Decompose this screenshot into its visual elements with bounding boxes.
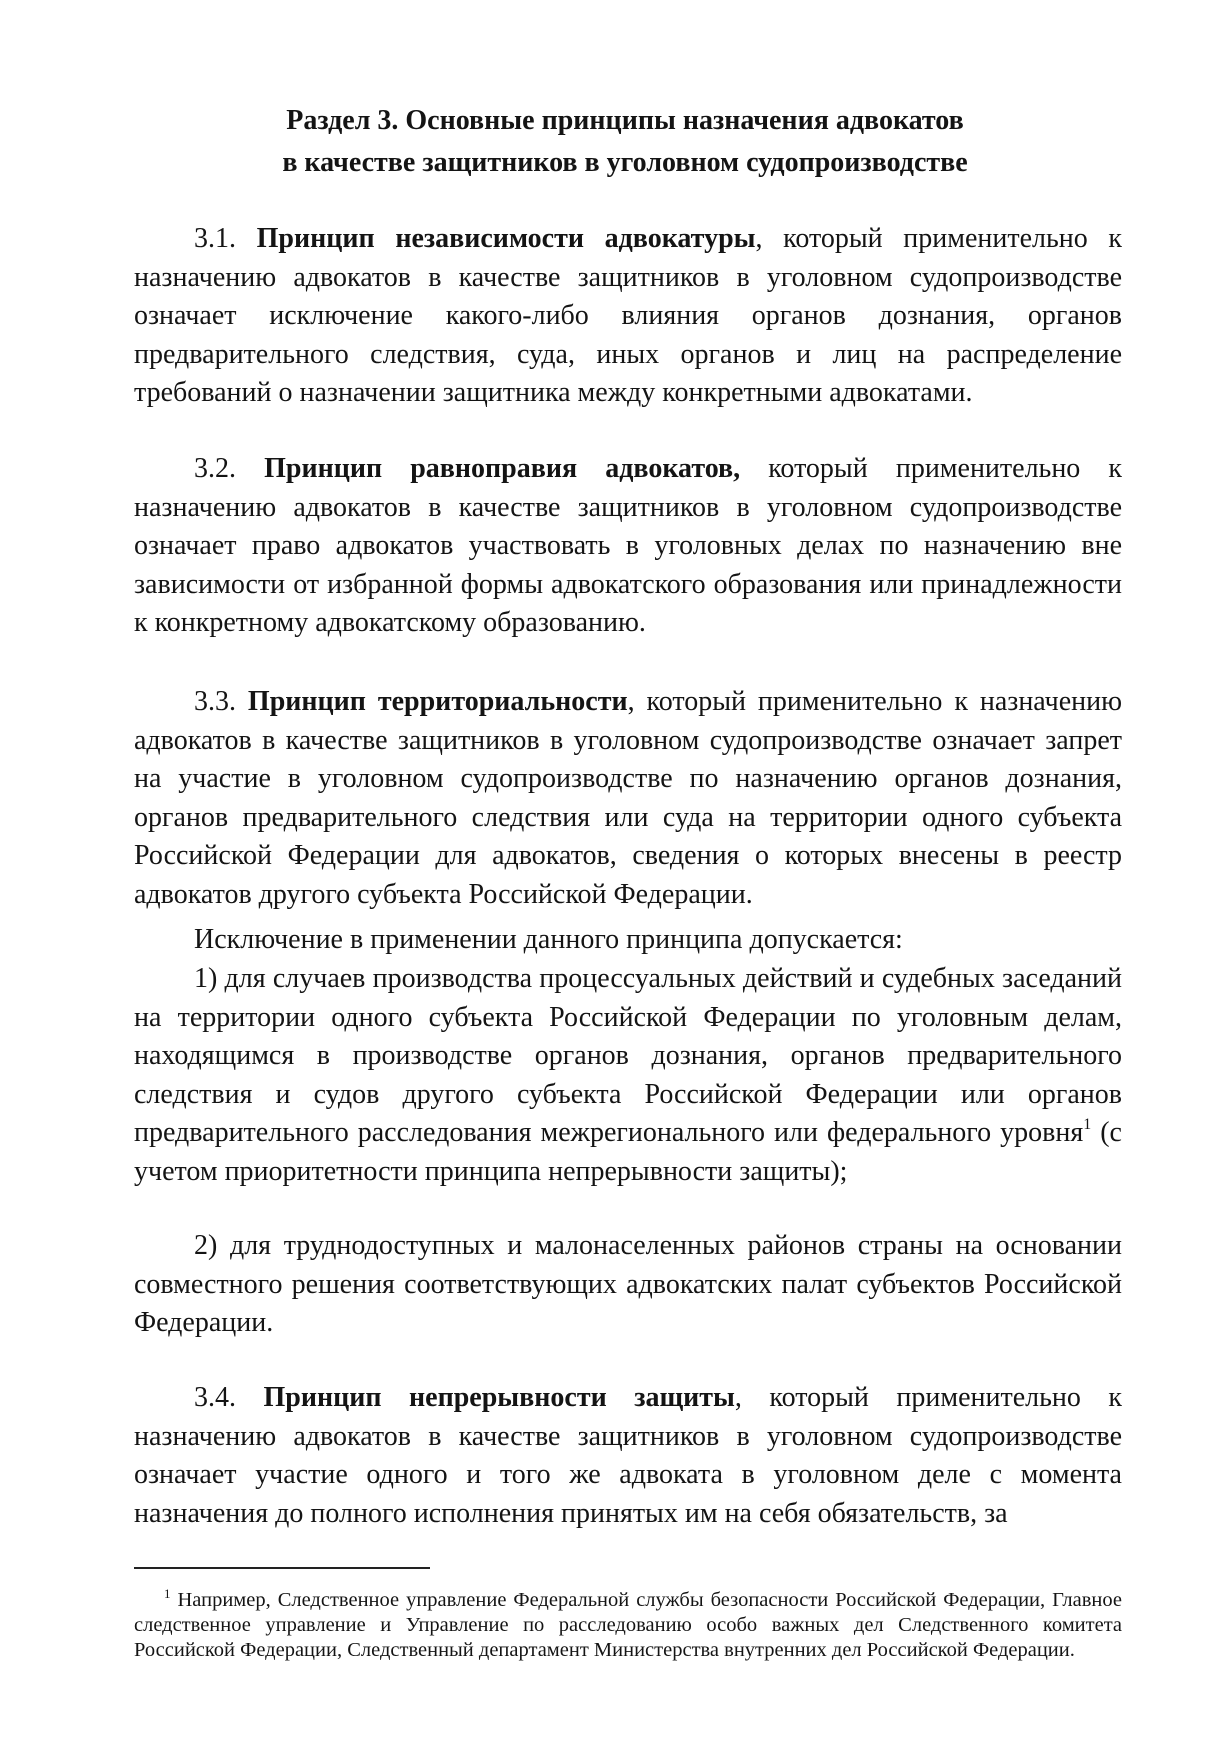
paragraph-text: , который применительно к назначению адвокатов в качестве защитников в уголовном судопроизводстве означает запрет на участие в уголовном судопроизводстве по назначению органов дознания, органов предварительного следствия или суда на территории одного субъекта Российской Федерации для адвокатов, сведения о которых внесены в реестр адвокатов другого субъекта Российской Федерации. bbox=[134, 686, 1123, 910]
footnote bbox=[134, 1588, 1122, 1663]
paragraph-text: который применительно к назначению адвокатов в качестве защитников в уголовном судопроизводстве означает право адвокатов участвовать в уголовных делах по назначению вне зависимости от избранной формы адвокатского образования или принадлежности к конкретному адвокатскому образованию. bbox=[134, 453, 1123, 638]
footnote-text: Например, Следственное управление Федеральной службы безопасности Российской Федерации, Главное следственное управление и Управление по расследованию особо важных дел Следственного комитета Российской Федерации, Следственный департамент Министерства внутренних дел Российской Федерации. bbox=[134, 1589, 1122, 1661]
exception-intro: Исключение в применении данного принципа допускается: bbox=[194, 924, 903, 955]
paragraph-text: , который применительно к назначению адвокатов в качестве защитников в уголовном судопроизводстве означает исключение какого-либо влияния органов дознания, органов предварительного следствия, суда, иных органов и лиц на распределение требований о назначении защитника между конкретными адвокатами. bbox=[134, 223, 1123, 408]
paragraph-3-3 bbox=[134, 683, 1122, 914]
exception-item-2: 2) для труднодоступных и малонаселенных районов страны на основании совместного решения соответствующих адвокатских палат субъектов Российской Федерации. bbox=[134, 1230, 1122, 1338]
paragraph-3-2 bbox=[134, 450, 1122, 643]
section-heading-line-1: Раздел 3. Основные принципы назначения адвокатов bbox=[286, 105, 964, 136]
paragraph-3-4 bbox=[134, 1379, 1122, 1533]
paragraph-number: 3.1. bbox=[194, 223, 236, 254]
footnote-marker: 1 bbox=[164, 1586, 171, 1601]
paragraph-text: , который применительно к назначению адвокатов в качестве защитников в уголовном судопроизводстве означает участие одного и того же адвоката в уголовном деле с момента назначения до полного исполнения принятых им на себя обязательств, за bbox=[134, 1382, 1122, 1529]
section-heading-line-2: в качестве защитников в уголовном судопроизводстве bbox=[282, 147, 968, 178]
footnote-reference: 1 bbox=[1083, 1116, 1092, 1133]
paragraph-number: 3.4. bbox=[194, 1382, 236, 1413]
paragraph-3-1 bbox=[134, 220, 1122, 413]
footnote-separator bbox=[134, 1567, 430, 1569]
paragraph-number: 3.3. bbox=[194, 686, 236, 717]
exception-item-1: 1) для случаев производства процессуальных действий и судебных заседаний на территории одного субъекта Российской Федерации по уголовным делам, находящимся в производстве органов дознания, органов предварительного следствия и судов другого субъекта Российской Федерации или органов предварительного расследования межрегионального или федерального уровня$^1$ (с учетом приоритетности принципа непрерывности защиты); bbox=[134, 963, 1122, 1187]
principle-title: Принцип независимости адвокатуры bbox=[256, 223, 756, 254]
principle-title: Принцип территориальности bbox=[247, 686, 628, 717]
paragraph-number: 3.2. bbox=[194, 453, 236, 484]
principle-title: Принцип непрерывности защиты bbox=[263, 1382, 735, 1413]
section-heading bbox=[130, 100, 1120, 184]
principle-title: Принцип равноправия адвокатов, bbox=[264, 453, 741, 484]
